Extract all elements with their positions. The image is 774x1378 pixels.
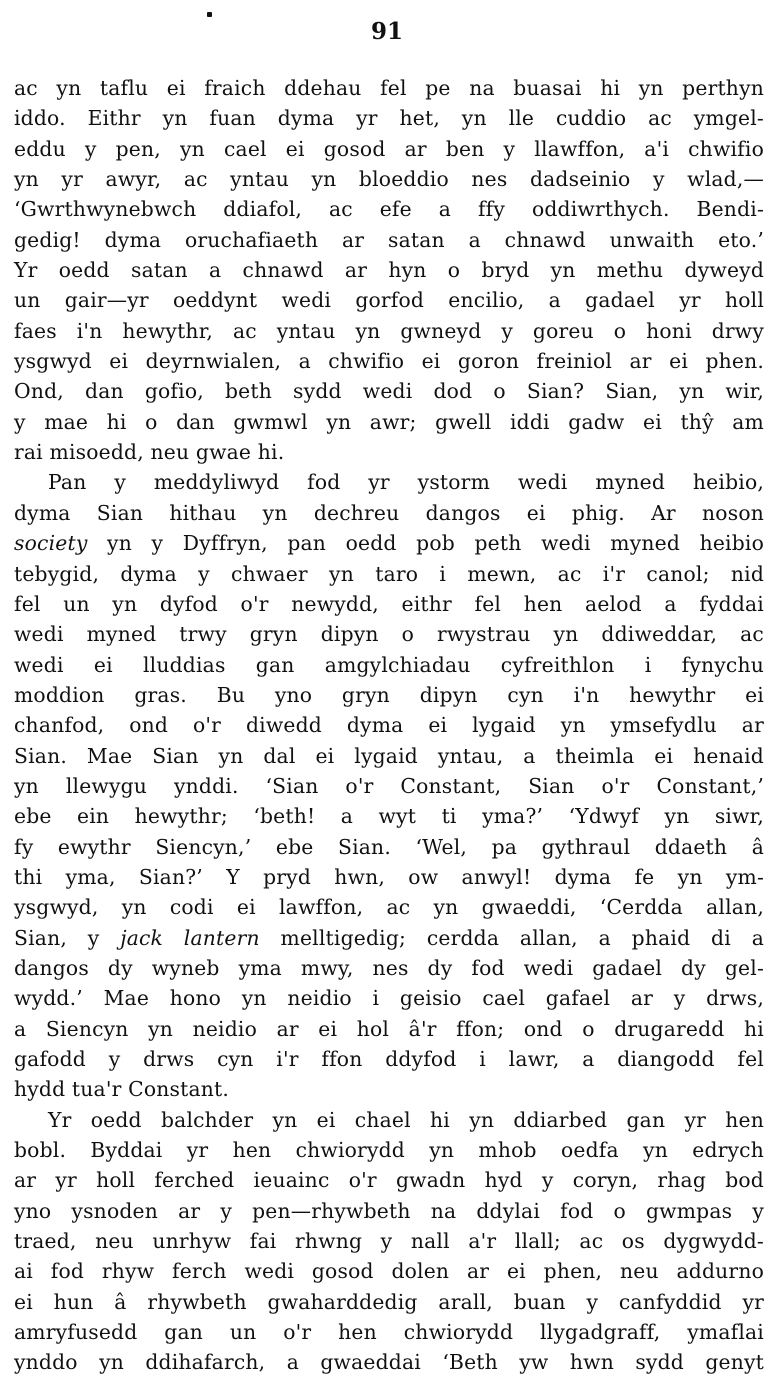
text-line <box>14 771 764 801</box>
text-run: fy ewythr Siencyn,’ ebe Sian. ‘Wel, pa gythraul ddaeth â <box>14 834 764 859</box>
text-run: gedig! dyma oruchafiaeth ar satan a chnawd unwaith eto.’ <box>14 227 764 252</box>
text-run: ysgwyd, yn codi ei lawffon, ac yn gwaeddi, ‘Cerdda allan, <box>14 895 764 920</box>
text-line <box>14 528 764 558</box>
text-run: ysgwyd ei deyrnwialen, a chwifio ei goron freiniol ar ei phen. <box>14 349 764 374</box>
text-line <box>14 1287 764 1317</box>
text-run: hydd tua'r Constant. <box>14 1077 230 1102</box>
text-run: ebe ein hewythr; ‘beth! a wyt ti yma?’ ‘Ydwyf yn siwr, <box>14 804 764 829</box>
text-line <box>14 316 764 346</box>
text-run: Sian, y <box>14 925 121 950</box>
text-run: traed, neu unrhyw fai rhwng y nall a'r llall; ac os dygwydd- <box>14 1229 764 1254</box>
text-run: moddion gras. Bu yno gryn dipyn cyn i'n hewythr ei <box>14 682 764 707</box>
text-line <box>14 1256 764 1286</box>
text-line <box>14 710 764 740</box>
text-run: ei hun â rhywbeth gwaharddedig arall, buan y canfyddid yr <box>14 1289 764 1314</box>
text-line <box>14 467 764 497</box>
text-line <box>14 1105 764 1135</box>
italic-text: jack lantern <box>120 925 260 950</box>
text-line <box>14 407 764 437</box>
text-line <box>14 1165 764 1195</box>
text-run: yno ysnoden ar y pen—rhywbeth na ddylai fod o gwmpas y <box>14 1198 764 1223</box>
text-line <box>14 437 764 467</box>
page-number: 91 <box>370 18 403 45</box>
text-line <box>14 923 764 953</box>
body-text <box>14 73 764 1378</box>
text-run: ‘Gwrthwynebwch ddiafol, ac efe a ffy oddiwrthych. Bendi- <box>14 197 764 222</box>
text-run: y mae hi o dan gwmwl yn awr; gwell iddi gadw ei thŷ am <box>14 409 764 434</box>
text-line <box>14 983 764 1013</box>
text-line <box>14 862 764 892</box>
text-run: dyma Sian hithau yn dechreu dangos ei phig. Ar noson <box>14 500 764 525</box>
text-run: Ond, dan gofio, beth sydd wedi dod o Sian? Sian, yn wir, <box>14 379 764 404</box>
text-run: wedi myned trwy gryn dipyn o rwystrau yn ddiweddar, ac <box>14 622 764 647</box>
text-run: bobl. Byddai yr hen chwiorydd yn mhob oedfa yn edrych <box>14 1138 764 1163</box>
text-run: un gair—yr oeddynt wedi gorfod encilio, a gadael yr holl <box>14 288 764 313</box>
text-run: Yr oedd satan a chnawd ar hyn o bryd yn methu dyweyd <box>14 258 764 283</box>
text-line <box>14 619 764 649</box>
text-run: a Siencyn yn neidio ar ei hol â'r ffon; ond o drugaredd hi <box>14 1016 764 1041</box>
text-run: faes i'n hewythr, ac yntau yn gwneyd y goreu o honi drwy <box>14 318 764 343</box>
print-speck <box>207 12 212 17</box>
text-line <box>14 650 764 680</box>
text-line <box>14 892 764 922</box>
text-line <box>14 103 764 133</box>
text-line <box>14 832 764 862</box>
text-line <box>14 498 764 528</box>
text-run: gafodd y drws cyn i'r ffon ddyfod i lawr, a diangodd fel <box>14 1047 764 1071</box>
text-line <box>14 559 764 589</box>
text-run: Pan y meddyliwyd fod yr ystorm wedi myned heibio, <box>48 470 764 495</box>
text-line <box>14 1347 764 1377</box>
text-run: iddo. Eithr yn fuan dyma yr het, yn lle cuddio ac ymgel- <box>14 106 764 131</box>
text-run: melltigedig; cerdda allan, a phaid di a <box>259 925 764 950</box>
text-run: ynddo yn ddihafarch, a gwaeddai ‘Beth yw hwn sydd genyt <box>14 1350 764 1375</box>
text-run: eddu y pen, yn cael ei gosod ar ben y llawffon, a'i chwifio <box>14 136 764 161</box>
text-line <box>14 73 764 103</box>
text-run: chanfod, ond o'r diwedd dyma ei lygaid yn ymsefydlu ar <box>14 713 764 738</box>
text-line <box>14 1226 764 1256</box>
text-line <box>14 285 764 315</box>
text-run: wydd.’ Mae hono yn neidio i geisio cael gafael ar y drws, <box>14 986 764 1011</box>
text-line <box>14 255 764 285</box>
text-run: ai fod rhyw ferch wedi gosod dolen ar ei phen, neu addurno <box>14 1259 764 1284</box>
text-run: ac yn taflu ei fraich ddehau fel pe na buasai hi yn perthyn <box>14 76 764 100</box>
text-run: thi yma, Sian?’ Y pryd hwn, ow anwyl! dyma fe yn ym- <box>14 864 764 889</box>
text-run: yn yr awyr, ac yntau yn bloeddio nes dadseinio y wlad,— <box>14 167 764 192</box>
text-line <box>14 1135 764 1165</box>
text-line <box>14 194 764 224</box>
text-line <box>14 376 764 406</box>
text-line <box>14 225 764 255</box>
text-line <box>14 134 764 164</box>
text-run: yn y Dyffryn, pan oedd pob peth wedi myned heibio <box>87 531 764 556</box>
text-line <box>14 164 764 194</box>
text-line <box>14 680 764 710</box>
text-line <box>14 346 764 376</box>
text-run: dangos dy wyneb yma mwy, nes dy fod wedi gadael dy gel- <box>14 955 764 980</box>
text-run: Yr oedd balchder yn ei chael hi yn ddiarbed gan yr hen <box>48 1107 764 1132</box>
text-run: fel un yn dyfod o'r newydd, eithr fel hen aelod a fyddai <box>14 591 764 616</box>
text-line <box>14 953 764 983</box>
text-run: yn llewygu ynddi. ‘Sian o'r Constant, Sian o'r Constant,’ <box>14 773 764 798</box>
text-run: rai misoedd, neu gwae hi. <box>14 440 285 465</box>
italic-text: society <box>14 531 88 556</box>
text-line <box>14 1317 764 1347</box>
text-line <box>14 589 764 619</box>
text-line <box>14 741 764 771</box>
text-line <box>14 1196 764 1226</box>
text-run: ar yr holl ferched ieuainc o'r gwadn hyd y coryn, rhag bod <box>14 1168 764 1193</box>
text-run: wedi ei lluddias gan amgylchiadau cyfreithlon i fynychu <box>14 652 764 677</box>
text-run: tebygid, dyma y chwaer yn taro i mewn, ac i'r canol; nid <box>14 561 764 586</box>
text-run: amryfusedd gan un o'r hen chwiorydd llygadgraff, ymaflai <box>14 1320 764 1345</box>
text-line <box>14 1074 764 1104</box>
text-line <box>14 1014 764 1044</box>
text-line <box>14 1044 764 1074</box>
text-run: Sian. Mae Sian yn dal ei lygaid yntau, a theimla ei henaid <box>14 743 764 768</box>
text-line <box>14 801 764 831</box>
